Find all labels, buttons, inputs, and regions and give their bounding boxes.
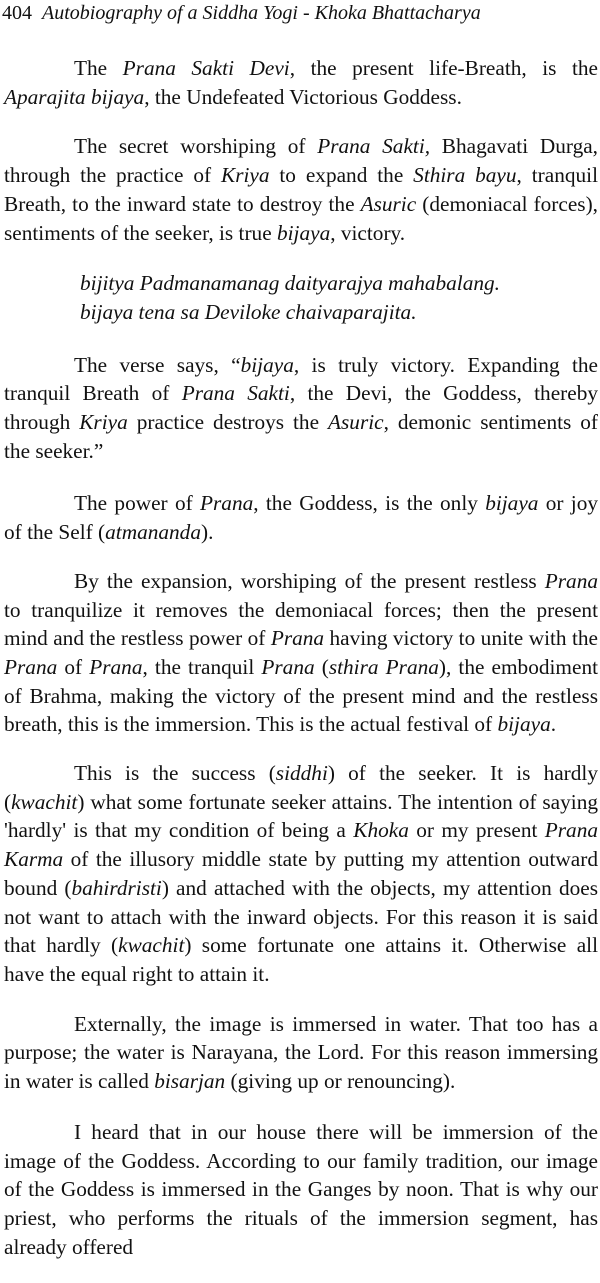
paragraph: Externally, the image is immersed in water. That too has a purpose; the water is Narayana, the Lord. For this reason immersing in water is called bisarjan (giving up or renouncing). bbox=[4, 1011, 598, 1094]
paragraph: I heard that in our house there will be immersion of the image of the Goddess. According to our family tradition, our image of the Goddess is immersed in the Ganges by noon. That is why our priest, who performs the rituals of the immersion segment, has already offered bbox=[4, 1119, 598, 1259]
page-body bbox=[4, 54, 598, 1283]
paragraph: The power of Prana, the Goddess, is the only bijaya or joy of the Self (atmananda). bbox=[4, 491, 599, 545]
verse-line: bijaya tena sa Deviloke chaivaparajita. bbox=[80, 299, 417, 324]
running-title: Autobiography of a Siddha Yogi - Khoka Bhattacharya bbox=[42, 2, 481, 24]
paragraph: The secret worshiping of Prana Sakti, Bhagavati Durga, through the practice of Kriya to expand the Sthira bayu, tranquil Breath, to the inward state to destroy the Asuric (demoniacal forces), sentiments of the seeker, is true bijaya, victory. bbox=[4, 134, 599, 245]
running-header bbox=[0, 0, 600, 26]
paragraph: The verse says, “bijaya, is truly victory. Expanding the tranquil Breath of Prana Sakti, the Devi, the Goddess, thereby through Kriya practice destroys the Asuric, demonic sentiments of the seeker.” bbox=[4, 352, 599, 463]
paragraph: This is the success (siddhi) of the seeker. It is hardly (kwachit) what some fortunate seeker attains. The intention of saying 'hardly' is that my condition of being a Khoka or my present Prana Karma of the illusory middle state by putting my attention outward bound (bahirdristi) and attached with the objects, my attention does not want to attach with the inward objects. For this reason it is said that hardly (kwachit) some fortunate one attains it. Otherwise all have the equal right to attain it. bbox=[4, 761, 598, 986]
page-number: 404 bbox=[2, 2, 32, 24]
paragraph: The Prana Sakti Devi, the present life-Breath, is the Aparajita bijaya, the Undefeated Victorious Goddess. bbox=[4, 56, 598, 109]
sanskrit-verse bbox=[80, 269, 598, 326]
verse-line: bijitya Padmanamanag daityarajya mahabalang. bbox=[80, 271, 500, 296]
paragraph: By the expansion, worshiping of the present restless Prana to tranquilize it removes the demoniacal forces; then the present mind and the restless power of Prana having victory to unite with the Prana of Prana, the tranquil Prana (sthira Prana), the embodiment of Brahma, making the victory of the present mind and the restless breath, this is the immersion. This is the actual festival of bijaya. bbox=[4, 568, 599, 737]
